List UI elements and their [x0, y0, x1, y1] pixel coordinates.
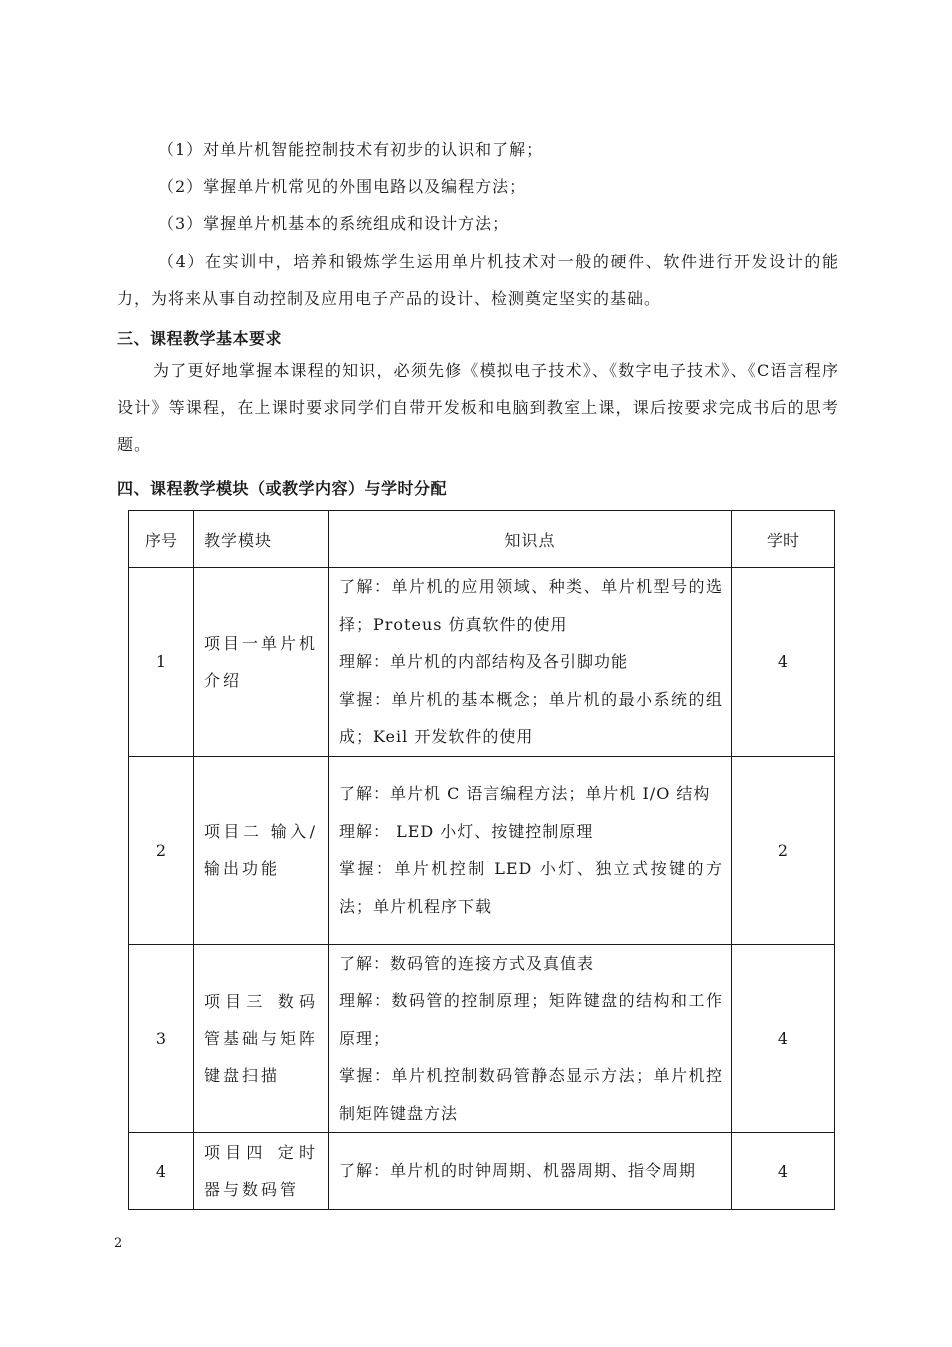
objective-2: （2）掌握单片机常见的外围电路以及编程方法；	[158, 177, 527, 196]
section-4-heading: 四、课程教学模块（或教学内容）与学时分配	[117, 479, 448, 498]
row-no: 2	[129, 756, 194, 944]
table-header-row	[129, 511, 835, 568]
header-points: 知识点	[329, 511, 732, 568]
point-line: 掌握：单片机控制数码管静态显示方法；单片机控制矩阵键盘方法	[339, 1066, 723, 1123]
objective-3: （3）掌握单片机基本的系统组成和设计方法；	[158, 214, 510, 233]
row-module: 项目二 输入/输出功能	[194, 756, 329, 944]
objective-4: （4）在实训中，培养和锻炼学生运用单片机技术对一般的硬件、软件进行开发设计的能力，为将来从事自动控制及应用电子产品的设计、检测奠定坚实的基础。	[117, 252, 839, 308]
table-row	[129, 1133, 835, 1210]
objective-1: （1）对单片机智能控制技术有初步的认识和了解；	[158, 140, 544, 159]
table-row	[129, 756, 835, 944]
point-line: 掌握：单片机的基本概念；单片机的最小系统的组成；Keil 开发软件的使用	[339, 689, 723, 746]
row-points	[329, 944, 732, 1133]
section-3-body: 为了更好地掌握本课程的知识，必须先修《模拟电子技术》、《数字电子技术》、《C语言程序设计》等课程，在上课时要求同学们自带开发板和电脑到教室上课，课后按要求完成书后的思考题。	[117, 361, 839, 454]
row-points	[329, 568, 732, 757]
point-line: 理解： LED 小灯、按键控制原理	[339, 821, 594, 841]
point-line: 了解：数码管的连接方式及真值表	[339, 953, 595, 973]
row-points	[329, 1133, 732, 1210]
point-line: 理解：单片机的内部结构及各引脚功能	[339, 652, 629, 671]
table-row	[129, 568, 835, 757]
row-hours: 4	[732, 944, 835, 1133]
point-line: 理解：数码管的控制原理；矩阵键盘的结构和工作原理；	[339, 991, 723, 1048]
point-line: 了解：单片机的时钟周期、机器周期、指令周期	[339, 1161, 697, 1181]
section-3-heading: 三、课程教学基本要求	[117, 329, 283, 348]
row-no: 3	[129, 944, 194, 1133]
row-points	[329, 756, 732, 944]
row-module: 项目四 定时器与数码管	[194, 1133, 329, 1210]
point-line: 掌握：单片机控制 LED 小灯、独立式按键的方法；单片机程序下载	[339, 859, 723, 916]
header-hours: 学时	[732, 511, 835, 568]
point-line: 了解：单片机的应用领域、种类、单片机型号的选择；Proteus 仿真软件的使用	[339, 577, 723, 634]
page-number: 2	[114, 1236, 123, 1251]
row-hours: 4	[732, 568, 835, 757]
row-no: 4	[129, 1133, 194, 1210]
row-hours: 4	[732, 1133, 835, 1210]
row-module: 项目一单片机介绍	[194, 568, 329, 757]
row-hours: 2	[732, 756, 835, 944]
header-no: 序号	[129, 511, 194, 568]
row-no: 1	[129, 568, 194, 757]
table-row	[129, 944, 835, 1133]
row-module: 项目三 数码管基础与矩阵键盘扫描	[194, 944, 329, 1133]
point-line: 了解：单片机 C 语言编程方法；单片机 I/O 结构	[339, 784, 711, 803]
schedule-table	[128, 510, 835, 1210]
header-module: 教学模块	[194, 511, 329, 568]
